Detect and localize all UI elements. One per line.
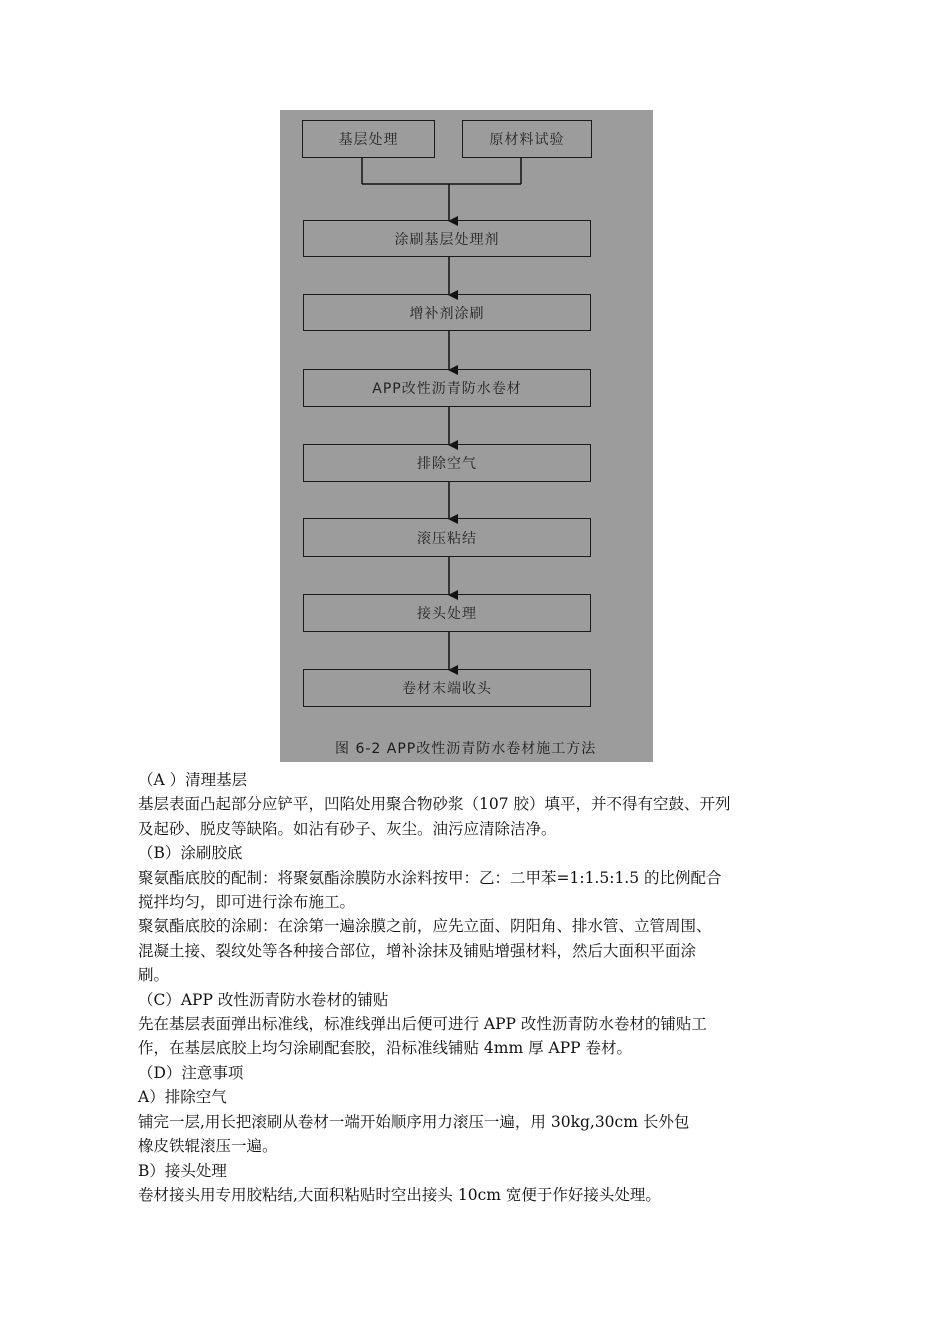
paragraph-line: 搅拌均匀，即可进行涂布施工。 — [138, 893, 356, 912]
flow-box-step-6: 接头处理 — [303, 594, 591, 632]
paragraph-line: 作，在基层底胶上均匀涂刷配套胶，沿标准线铺贴 4mm 厚 APP 卷材。 — [138, 1039, 633, 1058]
paragraph-line: 基层表面凸起部分应铲平，凹陷处用聚合物砂浆（107 胶）填平，并不得有空鼓、开列 — [138, 795, 731, 814]
paragraph-line: 卷材接头用专用胶粘结,大面积粘贴时空出接头 10cm 宽便于作好接头处理。 — [138, 1185, 661, 1204]
heading-c: （C）APP 改性沥青防水卷材的铺贴 — [138, 990, 389, 1009]
flow-box-base-treatment: 基层处理 — [302, 120, 435, 158]
flow-box-step-4: 排除空气 — [303, 444, 591, 482]
subheading-b: B）接头处理 — [138, 1161, 227, 1180]
flow-box-step-1: 涂刷基层处理剂 — [303, 220, 591, 257]
paragraph-line: 及起砂、脱皮等缺陷。如沾有砂子、灰尘。油污应清除洁净。 — [138, 819, 557, 838]
paragraph-line: 聚氨酯底胶的涂刷：在涂第一遍涂膜之前，应先立面、阴阳角、排水管、立管周围、 — [138, 917, 712, 936]
flow-box-step-7: 卷材末端收头 — [303, 669, 591, 707]
paragraph-line: 先在基层表面弹出标准线，标准线弹出后便可进行 APP 改性沥青防水卷材的铺贴工 — [138, 1015, 707, 1034]
flowchart-figure — [280, 110, 653, 762]
flow-box-step-3: APP改性沥青防水卷材 — [303, 369, 591, 407]
flow-box-step-2: 增补剂涂刷 — [303, 294, 591, 331]
figure-caption: 图 6-2 APP改性沥青防水卷材施工方法 — [335, 741, 597, 757]
flow-box-material-test: 原材料试验 — [462, 120, 592, 158]
subheading-a: A）排除空气 — [138, 1088, 227, 1107]
paragraph-line: 铺完一层,用长把滚刷从卷材一端开始顺序用力滚压一遍，用 30kg,30cm 长外包 — [138, 1112, 690, 1131]
heading-b: （B）涂刷胶底 — [138, 844, 243, 863]
heading-a: （A ）清理基层 — [138, 771, 248, 789]
heading-d: （D）注意事项 — [138, 1063, 244, 1082]
paragraph-line: 混凝土接、裂纹处等各种接合部位，增补涂抹及铺贴增强材料，然后大面积平面涂 — [138, 941, 697, 960]
paragraph-line: 刷。 — [138, 966, 170, 985]
flow-box-step-5: 滚压粘结 — [303, 518, 591, 557]
paragraph-line: 聚氨酯底胶的配制：将聚氨酯涂膜防水涂料按甲：乙：二甲苯=1:1.5:1.5 的比例配合 — [138, 868, 722, 887]
paragraph-line: 橡皮铁辊滚压一遍。 — [138, 1137, 278, 1156]
flowchart-connectors — [280, 110, 653, 762]
body-text — [138, 768, 838, 1207]
